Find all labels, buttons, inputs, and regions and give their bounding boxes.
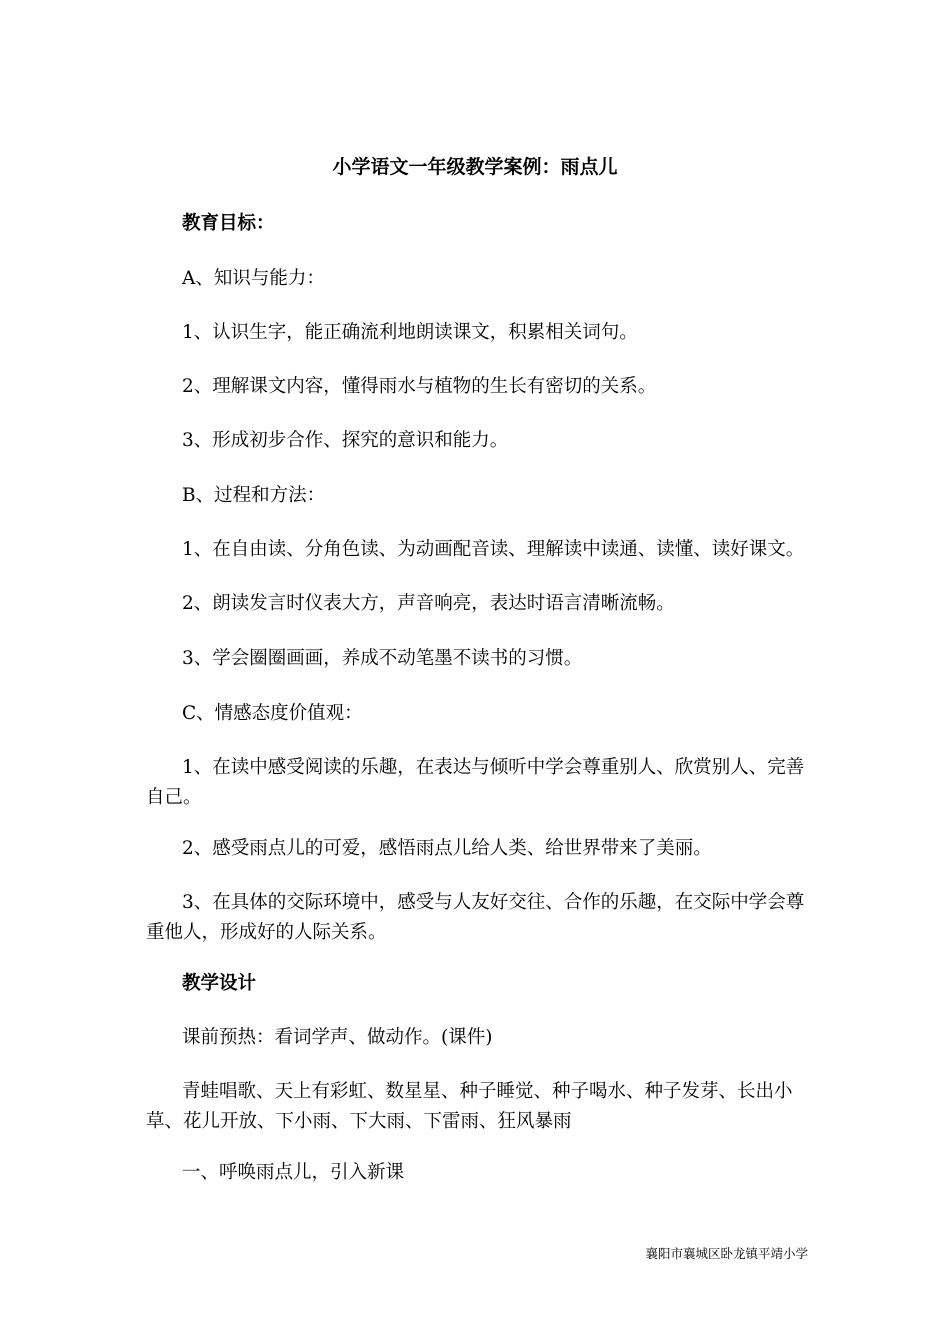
- section-heading-education-goals: 教育目标：: [182, 213, 275, 234]
- document-title: 小学语文一年级教学案例：雨点儿: [332, 156, 618, 178]
- paragraph-goal-c3: 3、在具体的交际环境中，感受与人友好交往、合作的乐趣，在交际中学会尊重他人，形成好的人际关系。: [146, 892, 805, 943]
- paragraph-goal-b3: 3、学会圈圈画画，养成不动笔墨不读书的习惯。: [182, 648, 583, 669]
- paragraph-warmup: 课前预热：看词学声、做动作。(课件): [182, 1027, 493, 1048]
- paragraph-warmup-words: 青蛙唱歌、天上有彩虹、数星星、种子睡觉、种子喝水、种子发芽、长出小草、花儿开放、下小雨、下大雨、下雷雨、狂风暴雨: [146, 1081, 793, 1132]
- paragraph-goal-b1: 1、在自由读、分角色读、为动画配音读、理解读中读通、读懂、读好课文。: [182, 539, 805, 560]
- paragraph-goal-c2: 2、感受雨点儿的可爱，感悟雨点儿给人类、给世界带来了美丽。: [182, 838, 712, 859]
- paragraph-goal-b2: 2、朗读发言时仪表大方，声音响亮，表达时语言清晰流畅。: [182, 593, 675, 614]
- paragraph-goal-a1: 1、认识生字，能正确流利地朗读课文，积累相关词句。: [182, 322, 638, 343]
- footer-school-name: 襄阳市襄城区卧龙镇平靖小学: [645, 1246, 808, 1261]
- paragraph-step-one: 一、呼唤雨点儿，引入新课: [182, 1162, 405, 1183]
- subheading-knowledge-ability: A、知识与能力：: [182, 268, 325, 289]
- subheading-process-method: B、过程和方法：: [182, 485, 326, 506]
- section-heading-teaching-design: 教学设计: [182, 973, 257, 994]
- subheading-emotion-values: C、情感态度价值观：: [182, 703, 363, 724]
- paragraph-goal-c1: 1、在读中感受阅读的乐趣，在表达与倾听中学会尊重别人、欣赏别人、完善自己。: [146, 757, 805, 808]
- paragraph-goal-a2: 2、理解课文内容，懂得雨水与植物的生长有密切的关系。: [182, 376, 657, 397]
- paragraph-goal-a3: 3、形成初步合作、探究的意识和能力。: [182, 430, 509, 451]
